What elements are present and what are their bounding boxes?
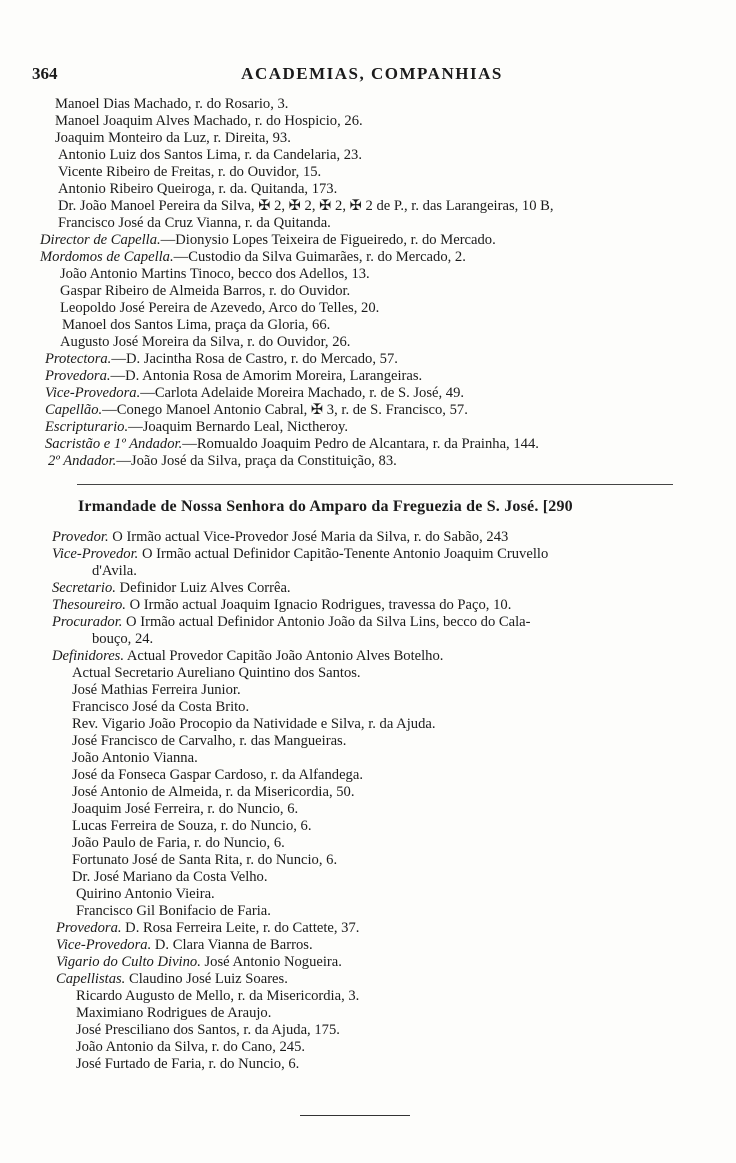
entry-text: João Antonio Vianna. <box>72 750 198 766</box>
entry-line <box>45 351 398 368</box>
entry-text: O Irmão actual Definidor Capitão-Tenente Antonio Joaquim Cruvello <box>138 546 549 562</box>
entry-role: Procurador. <box>52 614 123 630</box>
entry-text: —D. Jacintha Rosa de Castro, r. do Mercado, 57. <box>111 351 398 367</box>
entry-role: Vice-Provedora. <box>56 937 152 953</box>
entry-text: Francisco José da Costa Brito. <box>72 699 250 715</box>
entry-text: D. Clara Vianna de Barros. <box>151 937 313 953</box>
entry-line <box>55 130 291 147</box>
entry-line <box>52 546 548 563</box>
entry-text: Fortunato José de Santa Rita, r. do Nuncio, 6. <box>72 852 338 868</box>
entry-line <box>56 971 288 988</box>
entry-line <box>40 249 466 266</box>
entry-text: Francisco Gil Bonifacio de Faria. <box>76 903 271 919</box>
entry-text: Vicente Ribeiro de Freitas, r. do Ouvidor, 15. <box>58 164 322 180</box>
end-rule <box>300 1115 410 1116</box>
entry-text: José Antonio Nogueira. <box>200 954 342 970</box>
entry-line <box>45 419 348 436</box>
entry-line <box>60 266 370 283</box>
entry-text: Joaquim José Ferreira, r. do Nuncio, 6. <box>72 801 299 817</box>
entry-line <box>72 750 198 767</box>
entry-line <box>52 529 508 546</box>
entry-line <box>76 988 359 1005</box>
entry-line <box>72 835 285 852</box>
entry-text: Lucas Ferreira de Souza, r. do Nuncio, 6. <box>72 818 312 834</box>
entry-text: —Carlota Adelaide Moreira Machado, r. de S. José, 49. <box>140 385 465 401</box>
entry-line <box>56 954 342 971</box>
entry-line <box>72 682 241 699</box>
entry-text: Leopoldo José Pereira de Azevedo, Arco do Telles, 20. <box>60 300 380 316</box>
entry-text: Rev. Vigario João Procopio da Natividade e Silva, r. da Ajuda. <box>72 716 436 732</box>
entry-text: Augusto José Moreira da Silva, r. do Ouvidor, 26. <box>60 334 351 350</box>
entry-text: José da Fonseca Gaspar Cardoso, r. da Alfandega. <box>72 767 363 783</box>
entry-text: Gaspar Ribeiro de Almeida Barros, r. do Ouvidor. <box>60 283 351 299</box>
entry-line <box>72 852 337 869</box>
entry-text: Maximiano Rodrigues de Araujo. <box>76 1005 272 1021</box>
entry-role: Vice-Provedor. <box>52 546 139 562</box>
entry-line <box>45 368 422 385</box>
section-divider <box>77 484 673 485</box>
page-number: 364 <box>32 64 58 83</box>
entry-text: João Antonio Martins Tinoco, becco dos Adellos, 13. <box>60 266 370 282</box>
entry-line <box>58 198 554 215</box>
entry-text: Dr. José Mariano da Costa Velho. <box>72 869 268 885</box>
page-header <box>32 64 712 88</box>
entry-text: Manoel Joaquim Alves Machado, r. do Hospicio, 26. <box>55 113 363 129</box>
entry-line <box>52 648 443 665</box>
entry-line <box>52 580 291 597</box>
entry-line <box>52 614 531 631</box>
entry-role: Capellistas. <box>56 971 126 987</box>
entry-line <box>72 699 249 716</box>
entry-line <box>76 1056 299 1073</box>
entry-text: Actual Secretario Aureliano Quintino dos Santos. <box>72 665 361 681</box>
entry-role: Secretario. <box>52 580 116 596</box>
entry-text: Antonio Ribeiro Queiroga, r. da. Quitanda, 173. <box>58 181 338 197</box>
entry-role: Provedora. <box>56 920 122 936</box>
entry-line <box>45 436 539 453</box>
entry-line <box>72 784 355 801</box>
entry-line <box>56 920 359 937</box>
entry-text: José Presciliano dos Santos, r. da Ajuda, 175. <box>76 1022 340 1038</box>
entry-text: José Furtado de Faria, r. do Nuncio, 6. <box>76 1056 300 1072</box>
entry-line <box>72 665 361 682</box>
entry-text: Actual Provedor Capitão João Antonio Alves Botelho. <box>124 648 444 664</box>
entry-text: Manoel Dias Machado, r. do Rosario, 3. <box>55 96 289 112</box>
entry-line <box>76 1039 305 1056</box>
entry-text: Definidor Luiz Alves Corrêa. <box>115 580 291 596</box>
entry-text: d'Avila. <box>92 563 137 579</box>
entry-role: Thesoureiro. <box>52 597 126 613</box>
entry-role: Vice-Provedora. <box>45 385 141 401</box>
entry-text: —Custodio da Silva Guimarães, r. do Mercado, 2. <box>173 249 466 265</box>
entry-line <box>76 903 271 920</box>
entry-line <box>72 869 268 886</box>
entry-line <box>72 801 298 818</box>
entry-line <box>45 402 468 419</box>
entry-text: —Dionysio Lopes Teixeira de Figueiredo, r. do Mercado. <box>160 232 496 248</box>
entry-text: Claudino José Luiz Soares. <box>125 971 288 987</box>
entry-line <box>92 631 153 648</box>
entry-line <box>48 453 397 470</box>
section-title: Irmandade de Nossa Senhora do Amparo da Freguezia de S. José. [290 <box>78 498 573 515</box>
entry-role: Escripturario. <box>45 419 129 435</box>
entry-text: O Irmão actual Vice-Provedor José Maria da Silva, r. do Sabão, 243 <box>108 529 509 545</box>
entry-text: —Conego Manoel Antonio Cabral, ✠ 3, r. de S. Francisco, 57. <box>102 402 468 418</box>
entry-text: bouço, 24. <box>92 631 154 647</box>
entry-role: Provedor. <box>52 529 109 545</box>
entry-text: —João José da Silva, praça da Constituição, 83. <box>116 453 397 469</box>
entry-line <box>56 937 313 954</box>
entry-role: Capellão. <box>45 402 103 418</box>
entry-line <box>72 818 312 835</box>
entry-line <box>58 215 331 232</box>
entry-text: José Francisco de Carvalho, r. das Mangueiras. <box>72 733 347 749</box>
entry-text: D. Rosa Ferreira Leite, r. do Cattete, 37. <box>121 920 360 936</box>
entry-role: Vigario do Culto Divino. <box>56 954 201 970</box>
entry-text: —Romualdo Joaquim Pedro de Alcantara, r. da Prainha, 144. <box>182 436 539 452</box>
entry-line <box>55 113 363 130</box>
entry-line <box>58 181 337 198</box>
entry-text: João Antonio da Silva, r. do Cano, 245. <box>76 1039 306 1055</box>
entry-text: Manoel dos Santos Lima, praça da Gloria, 66. <box>62 317 331 333</box>
entry-text: José Antonio de Almeida, r. da Misericordia, 50. <box>72 784 355 800</box>
entry-line <box>60 334 350 351</box>
entry-text: João Paulo de Faria, r. do Nuncio, 6. <box>72 835 285 851</box>
entry-line <box>60 283 350 300</box>
entry-role: Sacristão e 1º Andador. <box>45 436 183 452</box>
entry-role: 2º Andador. <box>48 453 117 469</box>
entry-text: Dr. João Manoel Pereira da Silva, ✠ 2, ✠ 2, ✠ 2, ✠ 2 de P., r. das Larangeiras, 10 B, <box>58 198 554 214</box>
entry-role: Definidores. <box>52 648 125 664</box>
entry-line <box>58 147 362 164</box>
entry-line <box>72 733 346 750</box>
running-title: ACADEMIAS, COMPANHIAS <box>241 64 503 83</box>
entry-role: Protectora. <box>45 351 112 367</box>
entry-role: Provedora. <box>45 368 111 384</box>
entry-text: José Mathias Ferreira Junior. <box>72 682 241 698</box>
entry-role: Director de Capella. <box>40 232 161 248</box>
entry-line <box>92 563 137 580</box>
entry-line <box>58 164 321 181</box>
entry-text: —D. Antonia Rosa de Amorim Moreira, Larangeiras. <box>110 368 423 384</box>
entry-text: —Joaquim Bernardo Leal, Nictheroy. <box>128 419 349 435</box>
entry-text: Ricardo Augusto de Mello, r. da Misericordia, 3. <box>76 988 360 1004</box>
entry-text: Joaquim Monteiro da Luz, r. Direita, 93. <box>55 130 291 146</box>
entry-text: Quirino Antonio Vieira. <box>76 886 215 902</box>
entry-text: Antonio Luiz dos Santos Lima, r. da Candelaria, 23. <box>58 147 362 163</box>
entry-line <box>72 767 363 784</box>
entry-line <box>76 886 215 903</box>
entry-text: O Irmão actual Definidor Antonio João da Silva Lins, becco do Cala- <box>122 614 531 630</box>
entry-line <box>76 1022 340 1039</box>
entry-line <box>72 716 436 733</box>
entry-text: O Irmão actual Joaquim Ignacio Rodrigues, travessa do Paço, 10. <box>125 597 512 613</box>
entry-line <box>76 1005 271 1022</box>
entry-line <box>40 232 496 249</box>
entry-line <box>45 385 464 402</box>
entry-text: Francisco José da Cruz Vianna, r. da Quitanda. <box>58 215 331 231</box>
entry-line <box>55 96 288 113</box>
entry-line <box>60 300 379 317</box>
entry-line <box>52 597 511 614</box>
entry-role: Mordomos de Capella. <box>40 249 174 265</box>
entry-line <box>62 317 330 334</box>
